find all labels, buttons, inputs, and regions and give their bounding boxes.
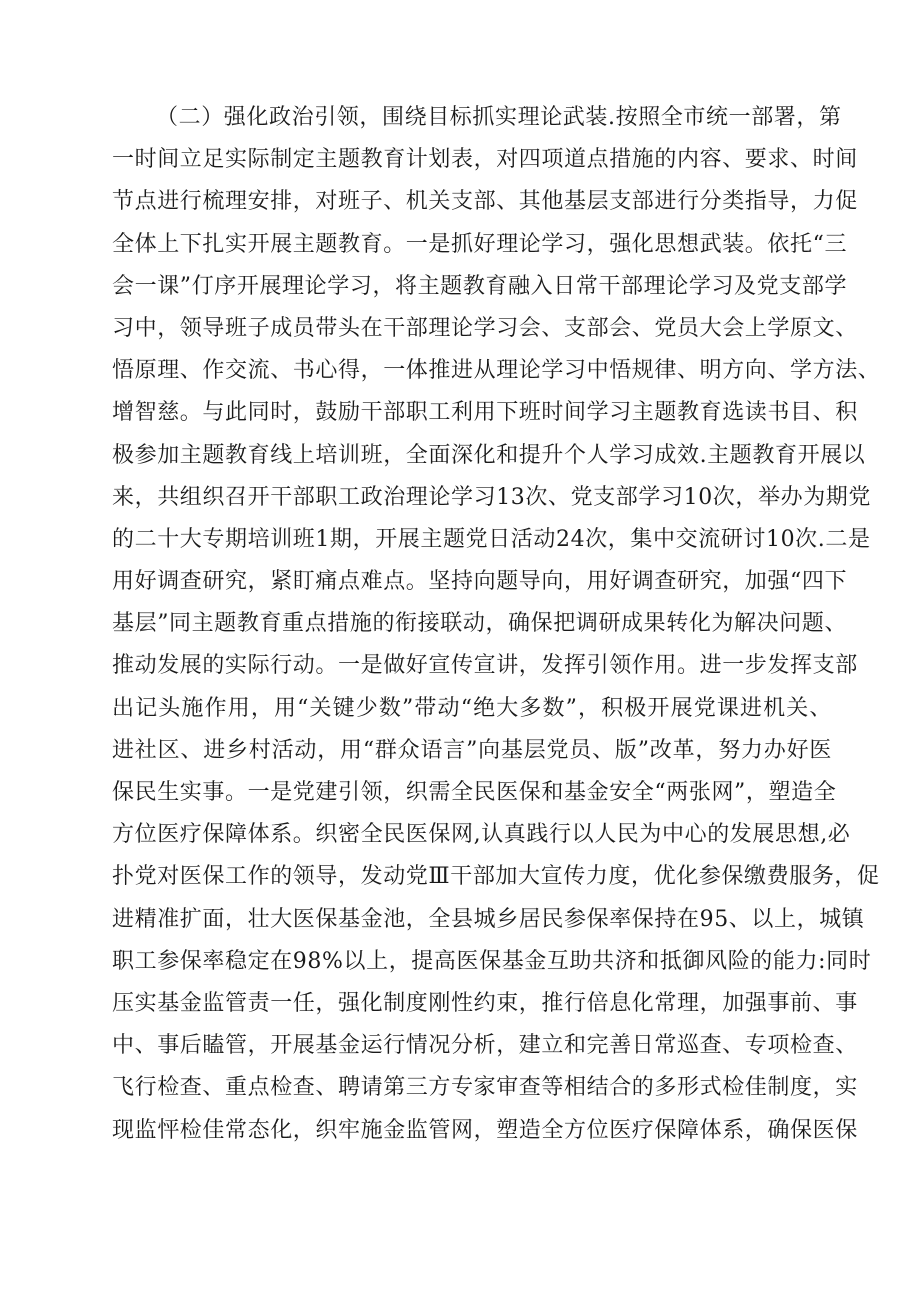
text-line-22: 压实基金监管责一任，强化制度刚性约束，推行倍息化常理，加强事前、事	[112, 990, 858, 1016]
text-line-14: 推动发展的实际行动。一是做好宣传宣讲，发挥引领作用。进一步发挥支部	[112, 653, 858, 679]
text-line-13: 基层”同主题教育重点措施的衔接联动，确保把调研成果转化为解决问题、	[112, 611, 848, 637]
text-line-23: 中、事后瞌管，开展基金运行情况分析，建立和完善日常巡查、专项检查、	[112, 1033, 858, 1059]
text-line-5: 会一课”仃序开展理论学习，将主题教育融入日常干部理论学习及党支部学	[112, 273, 848, 299]
text-line-12: 用好调查研究，紧盯痛点难点。坚持向题导向，用好调查研究，加强“四下	[112, 569, 848, 595]
text-line-9: 极参加主题教育线上培训班，全面深化和提升个人学习成效.主题教育开展以	[112, 442, 866, 468]
text-line-7: 悟原理、作交流、书心得，一体推进从理论学习中悟规律、明方向、学方法、	[112, 358, 881, 384]
text-line-15: 出记头施作用，用“关键少数”带动“绝大多数”，积极开展党课进机关、	[112, 695, 832, 721]
text-line-20: 进精准扩面，壮大医保基金池，全县城乡居民参保率保持在95、以上，城镇	[112, 906, 865, 932]
text-line-8: 增智慈。与此同时，鼓励干部职工利用下班时间学习主题教育选读书目、积	[112, 400, 858, 426]
text-line-21: 职工参保率稳定在98%以上，提高医保基金互助共济和抵御风险的能力:同时	[112, 948, 872, 974]
text-line-2: 一时间立足实际制定主题教育计划表，对四项道点措施的内容、要求、时间	[112, 147, 858, 173]
body-paragraph	[112, 97, 881, 1152]
text-line-25: 现监怦检佳常态化，织牢施金监管网，塑造全方位医疗保障体系，确保医保	[112, 1117, 858, 1143]
text-line-17: 保民生实事。一是党建引领，织需全民医保和基金安全“两张网”，塑造全	[112, 780, 837, 805]
text-line-1: （二）强化政治引领，围绕目标抓实理论武装.按照全市统一部署，第	[156, 105, 842, 130]
text-line-24: 飞行检查、重点检查、聘请第三方专家审查等相结合的多形式检佳制度，实	[112, 1075, 858, 1101]
text-line-19: 扑党对医保工作的领导，发动党Ⅲ干部加大宣传力度，优化参保缴费服务，促	[112, 864, 880, 890]
text-line-16: 进社区、进乡村活动，用“群众语言”向基层党员、版”改革，努力办好医	[112, 737, 832, 763]
text-line-4: 全体上下扎实开展主题教育。一是抓好理论学习，强化思想武装。依托“三	[112, 231, 848, 257]
text-line-18: 方位医疗保障体系。织密全民医保网,认真践行以人民为中心的发展思想,必	[112, 822, 851, 848]
text-line-10: 来，共组织召开干部职工政治理论学习13次、党支部学习10次，举办为期党	[112, 484, 871, 510]
text-line-6: 习中，领导班子成员带头在干部理论学习会、支部会、党员大会上学原文、	[112, 315, 858, 341]
text-line-11: 的二十大专期培训班1期，开展主题党日活动24次，集中交流研讨10次.二是	[112, 526, 871, 552]
text-line-3: 节点进行梳理安排，对班子、机关支部、其他基层支部进行分类指导，力促	[112, 189, 858, 215]
